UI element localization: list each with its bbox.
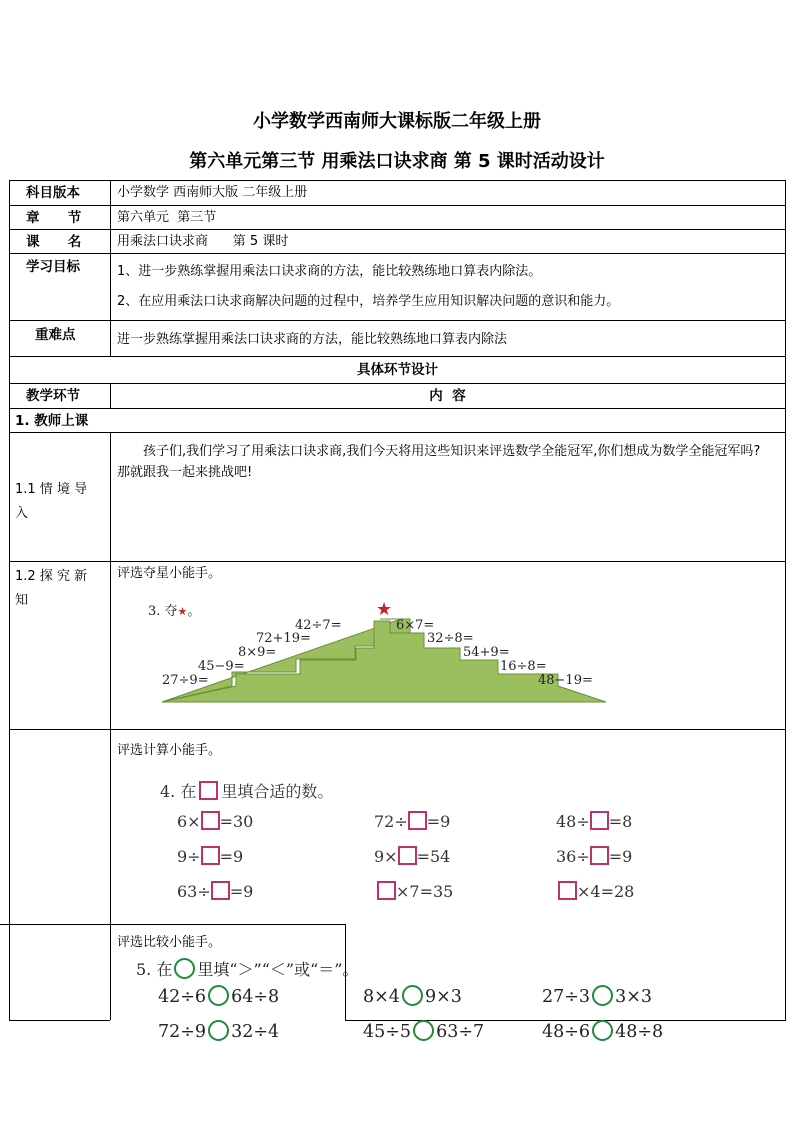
- compare-circle-icon: [174, 958, 195, 979]
- answer-box[interactable]: [590, 846, 609, 865]
- document-subtitle: 第六单元第三节 用乘法口诀求商 第 5 课时活动设计: [189, 151, 605, 172]
- goals-label: 学习目标: [26, 259, 80, 275]
- stair-left-5: 42÷7=: [295, 618, 342, 633]
- chapter-value: 第六单元 第三节: [117, 210, 217, 225]
- lesson-value: 用乘法口诀求商 第 5 课时: [117, 234, 289, 249]
- answer-box[interactable]: [398, 846, 417, 865]
- key-label: 重难点: [35, 327, 76, 343]
- col-stage-header: 教学环节: [26, 388, 80, 404]
- compare-circle[interactable]: [208, 985, 229, 1006]
- answer-box-icon: [199, 781, 218, 800]
- answer-box[interactable]: [201, 811, 220, 830]
- answer-box[interactable]: [590, 811, 609, 830]
- stair-right-5: 48−19=: [538, 673, 593, 688]
- compare-circle[interactable]: [413, 1020, 434, 1041]
- ex4-r1-c2: 72÷ =9: [374, 812, 451, 831]
- answer-box[interactable]: [558, 881, 577, 900]
- answer-box[interactable]: [211, 881, 230, 900]
- stair-right-3: 54+9=: [463, 645, 510, 660]
- ex5-r1-c3: 27÷3 3×3: [542, 987, 653, 1007]
- exercise3-heading: 3. 夺★。: [148, 604, 201, 619]
- ex5-r1-c1: 42÷6 64÷8: [158, 987, 280, 1007]
- ex4-r3-c3: ×4=28: [558, 881, 634, 901]
- ex4-r1-c1: 6× =30: [177, 812, 254, 831]
- stair-right-4: 16÷8=: [500, 659, 547, 674]
- answer-box[interactable]: [408, 811, 427, 830]
- answer-box[interactable]: [377, 881, 396, 900]
- ex5-r1-c2: 8×4 9×3: [363, 987, 462, 1007]
- star-icon: ★: [177, 605, 188, 618]
- document-title: 小学数学西南师大课标版二年级上册: [253, 111, 541, 132]
- star-icon-top: ★: [376, 599, 393, 620]
- answer-box[interactable]: [201, 846, 220, 865]
- s11-text: 孩子们,我们学习了用乘法口诀求商,我们今天将用这些知识来评选数学全能冠军,你们想成为数学全能冠军吗?那就跟我一起来挑战吧!: [117, 444, 761, 480]
- goal-2: 2、在应用乘法口诀求商解决问题的过程中，培养学生应用知识解决问题的意识和能力。: [117, 294, 620, 309]
- compare-circle[interactable]: [402, 985, 423, 1006]
- edition-label: 科目版本: [26, 185, 80, 201]
- ex4-r1-c3: 48÷ =8: [556, 812, 633, 831]
- lesson-label: 课 名: [26, 234, 82, 250]
- exercise5-heading: 5. 在 里填“＞”“＜”或“＝”。: [136, 960, 359, 979]
- stair-left-3: 8×9=: [238, 645, 277, 660]
- chapter-label: 章 节: [26, 210, 82, 226]
- ex4-r3-c2: ×7=35: [377, 881, 453, 901]
- ex4-r2-c1: 9÷ =9: [177, 847, 244, 866]
- s13-text: 评选计算小能手。: [117, 743, 222, 758]
- s11-label: 1.1 情 境 导 入: [15, 482, 88, 521]
- compare-circle[interactable]: [592, 985, 613, 1006]
- col-content-header: 内 容: [429, 388, 466, 404]
- s12-text: 评选夺星小能手。: [117, 566, 222, 581]
- compare-circle[interactable]: [592, 1020, 613, 1041]
- stair-left-4: 72+19=: [256, 631, 311, 646]
- ex4-r2-c2: 9× =54: [374, 847, 451, 866]
- stair-left-1: 27÷9=: [162, 673, 209, 688]
- exercise4-heading: 4. 在 里填合适的数。: [160, 782, 334, 801]
- ex5-r2-c2: 45÷5 63÷7: [363, 1022, 485, 1042]
- stair-right-1: 6×7=: [396, 618, 435, 633]
- section-title: 具体环节设计: [357, 362, 438, 378]
- key-value: 进一步熟练掌握用乘法口诀求商的方法，能比较熟练地口算表内除法: [117, 332, 508, 347]
- ex5-r2-c1: 72÷9 32÷4: [158, 1022, 280, 1042]
- edition-value: 小学数学 西南师大版 二年级上册: [117, 185, 308, 200]
- ex4-r3-c1: 63÷ =9: [177, 882, 254, 901]
- stair-right-2: 32÷8=: [427, 631, 474, 646]
- s12-label: 1.2 探 究 新 知: [15, 569, 88, 608]
- part1-heading: 1. 教师上课: [15, 413, 89, 429]
- stair-left-2: 45−9=: [198, 659, 245, 674]
- s14-text: 评选比较小能手。: [117, 935, 222, 950]
- goal-1: 1、进一步熟练掌握用乘法口诀求商的方法，能比较熟练地口算表内除法。: [117, 264, 542, 279]
- ex5-r2-c3: 48÷6 48÷8: [542, 1022, 664, 1042]
- ex4-r2-c3: 36÷ =9: [556, 847, 633, 866]
- staircase-hill: [160, 596, 610, 706]
- compare-circle[interactable]: [208, 1020, 229, 1041]
